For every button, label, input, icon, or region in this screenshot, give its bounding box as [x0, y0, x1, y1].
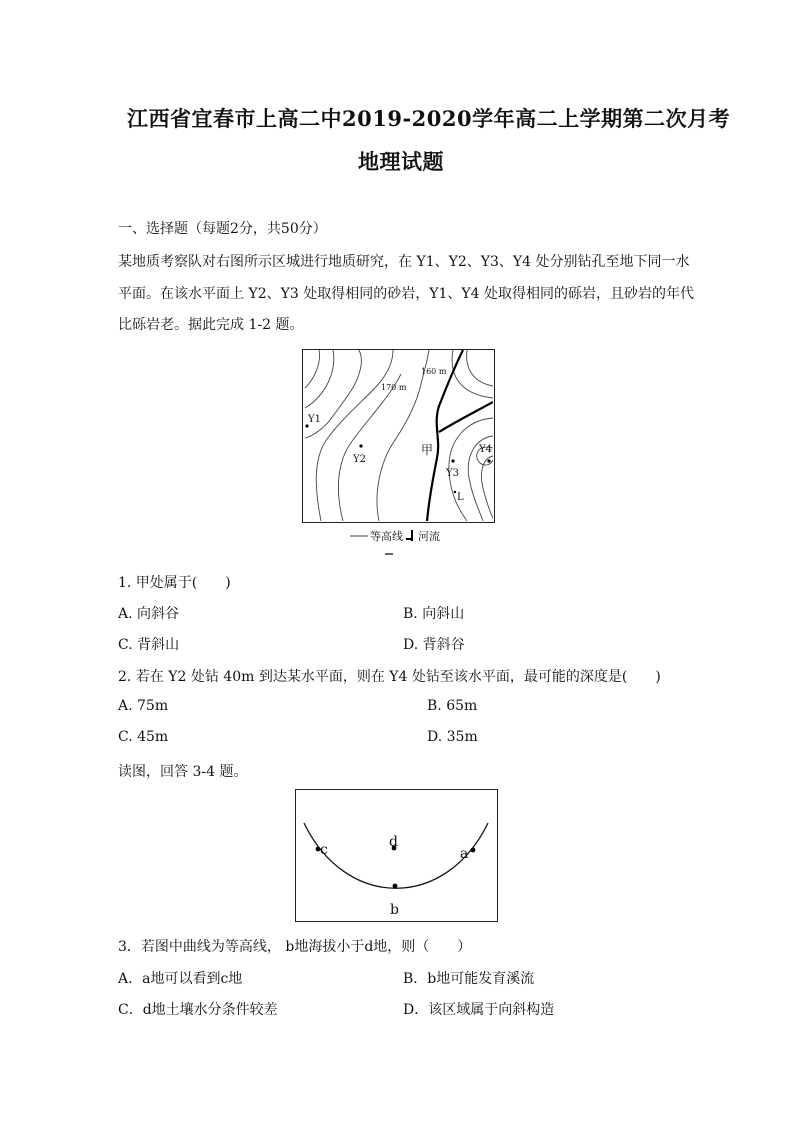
document-title-line2: 地理试题 — [358, 149, 444, 174]
q3-option-c: C．d地土壤水分条件较差 — [118, 1002, 278, 1018]
q2-option-c: C. 45m — [118, 729, 169, 745]
document-title-line1: 江西省宜春市上高二中2019-2020学年高二上学期第二次月考 — [127, 106, 731, 131]
q3-stem: 3．若图中曲线为等高线， b地海拔小于d地，则（ ） — [118, 939, 472, 955]
contour-label-170: 170 m — [381, 383, 407, 392]
label-a: a — [460, 846, 469, 862]
q2-option-a: A. 75m — [118, 698, 169, 714]
q3-option-a: A．a地可以看到c地 — [118, 971, 243, 987]
legend-river-label: 河流 — [418, 530, 440, 543]
point-a — [471, 848, 476, 853]
q1-option-c: C. 背斜山 — [118, 637, 180, 653]
contour-map-svg — [303, 350, 493, 521]
intro-line-3: 比砾岩老。据此完成 1-2 题。 — [118, 317, 304, 333]
label-y2: Y2 — [353, 454, 366, 465]
point-y4 — [487, 459, 490, 462]
q1-stem: 1. 甲处属于( ) — [118, 575, 231, 591]
label-y3: Y3 — [446, 468, 459, 479]
point-y2 — [359, 444, 362, 447]
label-l: L — [457, 492, 464, 503]
map-legend — [346, 526, 466, 560]
curve-figure — [295, 789, 498, 922]
curve-svg — [296, 790, 496, 920]
q3-option-d: D．该区域属于向斜构造 — [403, 1002, 555, 1018]
point-l — [454, 491, 456, 493]
point-b — [393, 884, 398, 889]
q1-option-d: D. 背斜谷 — [403, 637, 465, 653]
legend-river-symbol — [406, 530, 412, 541]
label-d: d — [389, 834, 398, 850]
q2-option-d: D. 35m — [427, 729, 478, 745]
q3-option-b: B．b地可能发育溪流 — [403, 971, 535, 987]
point-y3 — [451, 459, 454, 462]
q2-option-b: B. 65m — [427, 698, 478, 714]
read-figure-prompt: 读图，回答 3-4 题。 — [118, 764, 248, 780]
contour-label-160: 160 m — [421, 367, 447, 376]
q1-option-a: A. 向斜谷 — [118, 606, 180, 622]
contour-map-figure — [302, 349, 495, 523]
label-c: c — [320, 842, 328, 858]
q2-stem: 2. 若在 Y2 处钻 40m 到达某水平面，则在 Y4 处钻至该水平面，最可能的深度是( ) — [118, 669, 661, 685]
intro-line-1: 某地质考察队对右图所示区城进行地质研究，在 Y1、Y2、Y3、Y4 处分别钻孔至地下同一水 — [118, 254, 690, 270]
river-tributary — [439, 402, 493, 432]
legend-contour-label: 等高线 — [370, 530, 403, 543]
contour-lines — [305, 350, 493, 521]
label-jia: 甲 — [421, 443, 434, 457]
q1-option-b: B. 向斜山 — [403, 606, 465, 622]
curve-labels — [320, 834, 468, 918]
section-heading: 一、选择题（每题2分，共50分） — [118, 221, 327, 237]
label-b: b — [390, 902, 399, 918]
intro-line-2: 平面。在该水平面上 Y2、Y3 处取得相同的砂岩，Y1、Y4 处取得相同的砾岩，且砂岩的年代 — [118, 286, 694, 302]
label-y4: Y4 — [479, 444, 492, 455]
label-y1: Y1 — [308, 414, 321, 425]
